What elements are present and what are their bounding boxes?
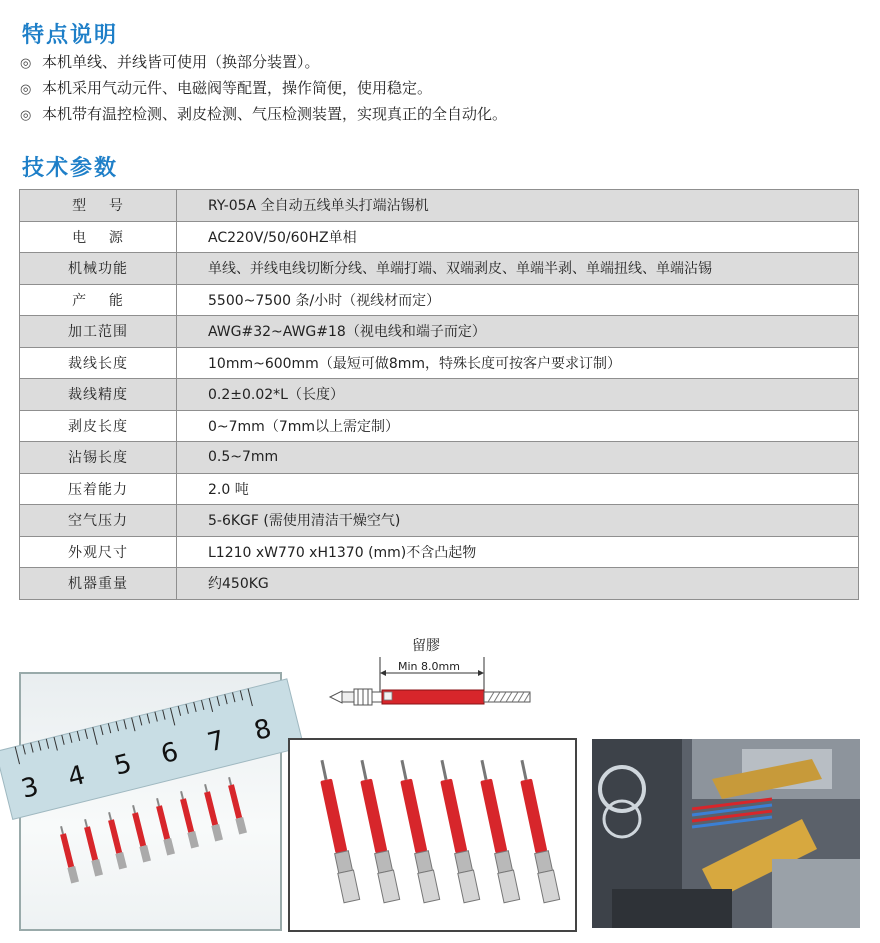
wire-diagram-graphic [328, 633, 534, 715]
ruler-number: 4 [64, 760, 89, 794]
param-label: 型 号 [20, 190, 177, 222]
param-label: 机器重量 [20, 568, 177, 600]
param-label: 产 能 [20, 284, 177, 316]
param-value: 0~7mm（7mm以上需定制） [177, 410, 859, 442]
table-row [20, 473, 859, 505]
param-label: 电 源 [20, 221, 177, 253]
ruler-graphic [18, 674, 280, 929]
table-row [20, 568, 859, 600]
param-label: 沾锡长度 [20, 442, 177, 474]
terminals-closeup-photo [288, 738, 577, 932]
ruler-number: 8 [251, 713, 275, 747]
param-label: 空气压力 [20, 505, 177, 537]
table-row [20, 253, 859, 285]
param-value: 约450KG [177, 568, 859, 600]
machine-closeup-photo [592, 739, 860, 928]
features-title: 特点说明 [22, 23, 119, 48]
param-label: 剥皮长度 [20, 410, 177, 442]
param-value: AWG#32~AWG#18（视电线和端子而定） [177, 316, 859, 348]
table-row [20, 221, 859, 253]
ruler-number: 6 [158, 736, 182, 771]
wire-strip-diagram [328, 633, 534, 715]
terminals-graphic [290, 740, 575, 930]
table-row [20, 442, 859, 474]
param-value: 10mm~600mm（最短可做8mm，特殊长度可按客户要求订制） [177, 347, 859, 379]
table-row [20, 347, 859, 379]
params-title: 技术参数 [22, 156, 119, 181]
param-value: 2.0 吨 [177, 473, 859, 505]
bullet-icon: ◎ [20, 82, 32, 97]
ruler-number: 5 [111, 748, 135, 782]
table-row [20, 190, 859, 222]
table-row [20, 284, 859, 316]
feature-text: 本机单线、并线皆可使用（换部分装置）。 [42, 53, 320, 71]
feature-list [20, 49, 507, 127]
feature-text: 本机采用气动元件、电磁阀等配置，操作简便，使用稳定。 [42, 79, 433, 97]
table-row [20, 536, 859, 568]
param-value: RY-05A 全自动五线单头打端沾锡机 [177, 190, 859, 222]
table-row [20, 410, 859, 442]
ruler-terminals-photo [19, 672, 282, 931]
param-value: AC220V/50/60HZ单相 [177, 221, 859, 253]
feature-text: 本机带有温控检测、剥皮检测、气压检测装置，实现真正的全自动化。 [42, 105, 508, 123]
feature-item [20, 101, 507, 127]
param-value: 5500~7500 条/小时（视线材而定） [177, 284, 859, 316]
param-value: 0.5~7mm [177, 442, 859, 474]
param-label: 外观尺寸 [20, 536, 177, 568]
params-table [19, 189, 859, 600]
table-row [20, 505, 859, 537]
bullet-icon: ◎ [20, 108, 32, 123]
bullet-icon: ◎ [20, 56, 32, 71]
diagram-min-length: Min 8.0mm [398, 660, 460, 673]
param-value: L1210 xW770 xH1370 (mm)不含凸起物 [177, 536, 859, 568]
feature-item [20, 75, 507, 101]
param-label: 加工范围 [20, 316, 177, 348]
param-value: 5-6KGF (需使用清洁干燥空气) [177, 505, 859, 537]
param-label: 裁线长度 [20, 347, 177, 379]
feature-item [20, 49, 507, 75]
param-value: 单线、并线电线切断分线、单端打端、双端剥皮、单端半剥、单端扭线、单端沾锡 [177, 253, 859, 285]
param-label: 裁线精度 [20, 379, 177, 411]
ruler-number: 7 [204, 725, 228, 759]
param-label: 压着能力 [20, 473, 177, 505]
table-row [20, 379, 859, 411]
ruler-number: 3 [18, 771, 42, 805]
diagram-label: 留膠 [412, 638, 440, 654]
param-label: 机械功能 [20, 253, 177, 285]
param-value: 0.2±0.02*L（长度） [177, 379, 859, 411]
machine-graphic [592, 739, 860, 928]
table-row [20, 316, 859, 348]
